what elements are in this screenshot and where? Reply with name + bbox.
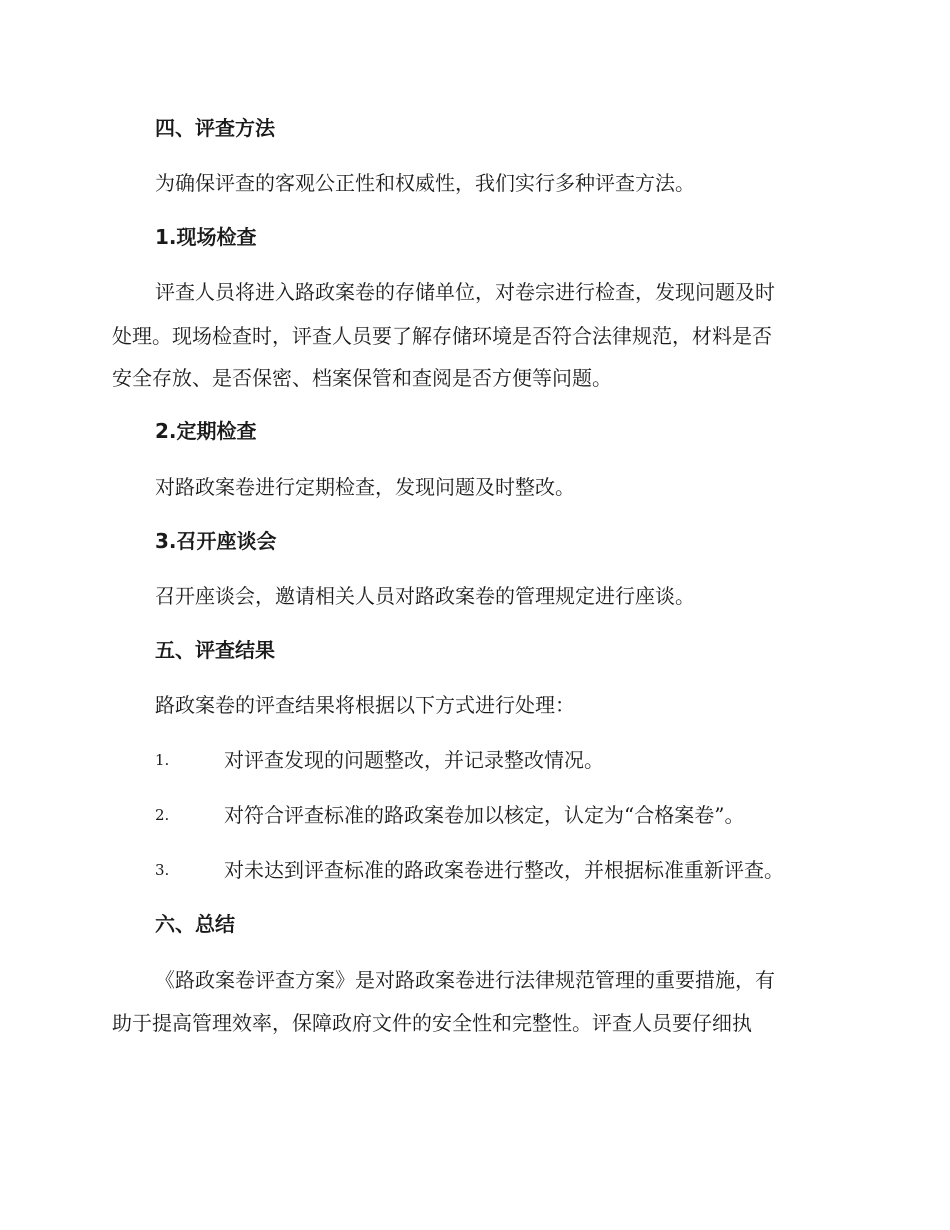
method-1-paragraph-line-1: 评查人员将进入路政案卷的存储单位，对卷宗进行检查，发现问题及时 [155, 280, 775, 304]
method-1-paragraph-line-3: 安全存放、是否保密、档案保管和查阅是否方便等问题。 [112, 366, 612, 390]
method-3-heading: 3.召开座谈会 [155, 529, 277, 553]
result-item-2-text: 对符合评查标准的路政案卷加以核定，认定为“合格案卷”。 [224, 803, 745, 827]
section-5-heading: 五、评查结果 [155, 638, 275, 662]
section-6-paragraph-line-1: 《路政案卷评查方案》是对路政案卷进行法律规范管理的重要措施，有 [155, 968, 775, 992]
result-item-3-text: 对未达到评查标准的路政案卷进行整改，并根据标准重新评查。 [224, 858, 784, 882]
section-4-heading: 四、评查方法 [155, 116, 275, 140]
method-2-paragraph: 对路政案卷进行定期检查，发现问题及时整改。 [155, 475, 575, 499]
section-6-heading: 六、总结 [155, 912, 235, 936]
result-item-3-number: 3. [155, 861, 170, 879]
result-item-2-number: 2. [155, 806, 170, 824]
method-3-paragraph: 召开座谈会，邀请相关人员对路政案卷的管理规定进行座谈。 [155, 584, 695, 608]
result-item-1-text: 对评查发现的问题整改，并记录整改情况。 [224, 748, 604, 772]
result-item-1-number: 1. [155, 751, 170, 769]
method-1-heading: 1.现场检查 [155, 225, 257, 249]
section-6-paragraph-line-2: 助于提高管理效率，保障政府文件的安全性和完整性。评查人员要仔细执 [112, 1011, 752, 1035]
section-4-intro: 为确保评查的客观公正性和权威性，我们实行多种评查方法。 [155, 171, 695, 195]
section-5-intro: 路政案卷的评查结果将根据以下方式进行处理： [155, 693, 575, 717]
method-1-paragraph-line-2: 处理。现场检查时，评查人员要了解存储环境是否符合法律规范，材料是否 [112, 324, 772, 348]
method-2-heading: 2.定期检查 [155, 419, 257, 443]
